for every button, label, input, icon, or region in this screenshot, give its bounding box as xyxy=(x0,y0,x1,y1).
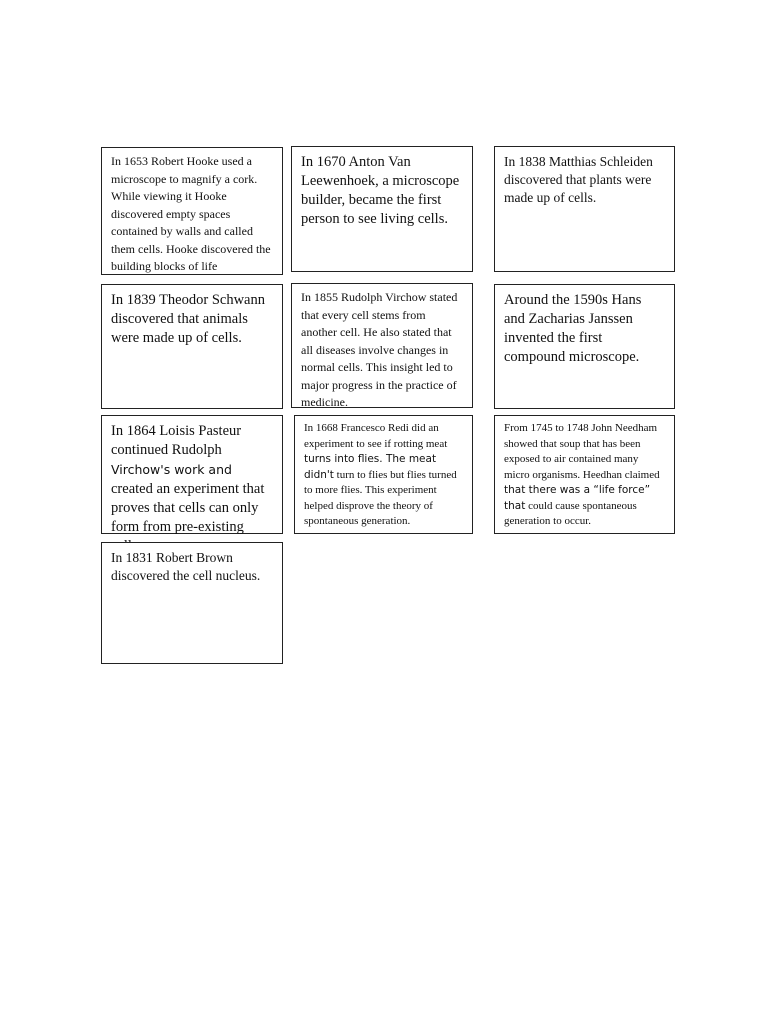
card-leeuwenhoek xyxy=(291,146,473,272)
card-redi-text-a: In 1668 Francesco Redi did an experiment to see if rotting meat xyxy=(304,422,448,450)
card-needham-text-a: From 1745 to 1748 John Needham showed that soup that has been exposed to air contained many micro organisms. Heedhan claimed xyxy=(504,422,660,481)
card-pasteur-text-c: created an experiment that proves that cells can only form from pre-existing xyxy=(111,481,265,535)
card-brown-text: In 1831 Robert Brown discovered the cell nucleus. xyxy=(111,550,261,583)
card-schwann-text: In 1839 Theodor Schwann discovered that animals were made up of cells. xyxy=(111,292,265,346)
card-schleiden-text: In 1838 Matthias Schleiden discovered that plants were made up of cells. xyxy=(504,154,653,205)
card-redi-text xyxy=(304,421,463,530)
card-needham-text-c: could cause spontaneous generation to occur. xyxy=(504,499,637,527)
card-virchow-text: In 1855 Rudolph Virchow stated that every cell stems from another cell. He also stated that all diseases involve changes in normal cells. This insight led to major progress in the practice of medicine. xyxy=(301,290,458,409)
card-pasteur-text xyxy=(111,422,273,556)
card-needham-text-b: that there was a “life force” that xyxy=(504,484,651,512)
card-redi-text-b: turns into flies. The meat didn't xyxy=(304,453,437,481)
card-schwann xyxy=(101,284,283,409)
card-needham xyxy=(494,415,675,534)
card-redi xyxy=(294,415,473,534)
card-janssen xyxy=(494,284,675,409)
card-schleiden xyxy=(494,146,675,272)
card-leeuwenhoek-text: In 1670 Anton Van Leewenhoek, a microscope builder, became the first person to see living cells. xyxy=(301,154,460,227)
card-needham-text xyxy=(504,421,665,530)
card-virchow xyxy=(291,283,473,408)
card-pasteur-text-a: In 1864 Loisis Pasteur continued Rudolph xyxy=(111,423,242,458)
card-brown xyxy=(101,542,283,664)
card-janssen-text: Around the 1590s Hans and Zacharias Janssen invented the first compound microscope. xyxy=(504,292,642,365)
card-redi-text-c: turn to flies but flies turned to more flies. This experiment helped disprove the theory of spontaneous generation. xyxy=(304,468,457,527)
card-pasteur-text-b: Virchow's work and xyxy=(111,462,232,477)
card-hooke-text: In 1653 Robert Hooke used a microscope to magnify a cork. While viewing it Hooke discovered empty spaces contained by walls and called them cells. Hooke discovered the building blocks of life xyxy=(111,154,271,273)
card-pasteur xyxy=(101,415,283,534)
card-hooke xyxy=(101,147,283,275)
